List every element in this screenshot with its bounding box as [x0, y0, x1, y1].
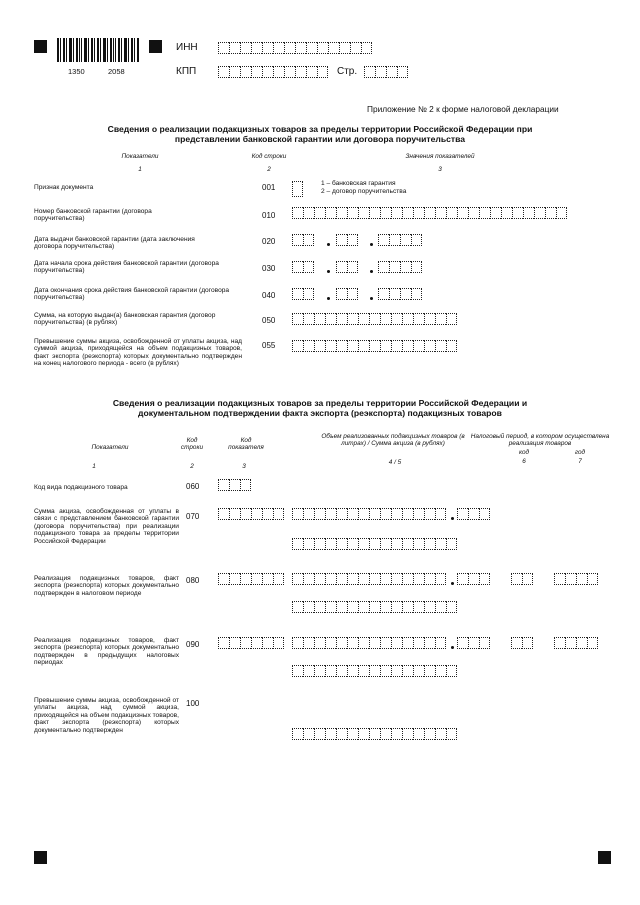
- row-080-period-year[interactable]: [554, 573, 598, 585]
- section1-title-line2: представлении банковской гарантии или договора поручительства: [174, 134, 466, 144]
- s1-header-code: Код строки: [251, 153, 287, 160]
- section1-title-line1: Сведения о реализации подакцизных товаров за пределы территории Российской Федерации при: [107, 124, 533, 134]
- row-030-code: 030: [262, 264, 276, 273]
- s2-index-7: 7: [578, 458, 582, 465]
- row-020-year[interactable]: [378, 234, 422, 246]
- row-070-label: Сумма акциза, освобожденная от уплаты в связи с представлением банковской гарантии (договора поручительства) при реализации подакцизного товара за пределы территории Российской Федерации: [34, 508, 179, 545]
- row-020-day[interactable]: [292, 234, 314, 246]
- s2-index-1: 1: [92, 463, 96, 470]
- row-020-code: 020: [262, 237, 276, 246]
- row-001-label: Признак документа: [34, 184, 94, 191]
- barcode-number-right: 2058: [108, 67, 125, 76]
- row-001-field[interactable]: [292, 181, 303, 197]
- row-020-label: Дата выдачи банковской гарантии (дата заключения договора поручительства): [34, 236, 195, 251]
- kpp-field[interactable]: [218, 66, 328, 78]
- row-090-decimal: [451, 646, 454, 649]
- corner-marker-top-left: [34, 40, 47, 53]
- row-030-month[interactable]: [336, 261, 358, 273]
- row-055-code: 055: [262, 341, 276, 350]
- row-040-sep1: [327, 297, 330, 300]
- row-080-code: 080: [186, 576, 200, 585]
- row-020-sep1: [327, 243, 330, 246]
- row-030-day[interactable]: [292, 261, 314, 273]
- row-080-volume-fraction[interactable]: [457, 573, 490, 585]
- section2-title-line2: документальном подтверждении факта экспорта (реэкспорта) подакцизных товаров: [138, 408, 502, 418]
- s2-header-period-code: код: [518, 449, 530, 456]
- row-080-label: Реализация подакцизных товаров, факт экспорта (реэкспорта) которых документально подтвержден в налоговом периоде: [34, 575, 179, 597]
- s1-index-3: 3: [438, 166, 442, 173]
- corner-marker-bottom-right: [598, 851, 611, 864]
- row-080-amount[interactable]: [292, 601, 457, 613]
- row-020-month[interactable]: [336, 234, 358, 246]
- row-030-year[interactable]: [378, 261, 422, 273]
- row-020-sep2: [370, 243, 373, 246]
- row-010-label: Номер банковской гарантии (договора поручительства): [34, 208, 152, 223]
- row-040-month[interactable]: [336, 288, 358, 300]
- s1-header-values: Значения показателей: [405, 153, 475, 160]
- row-001-option-1: 1 – банковская гарантия: [321, 180, 396, 187]
- row-070-volume[interactable]: [292, 508, 446, 520]
- s2-header-period: Налоговый период, в котором осуществлена реализация товаров: [470, 433, 610, 448]
- row-090-period-year[interactable]: [554, 637, 598, 649]
- s2-header-indicators: Показатели: [91, 444, 129, 451]
- row-080-indicator[interactable]: [218, 573, 284, 585]
- row-050-label: Сумма, на которую выдан(а) банковская гарантия (договор поручительства) (в рублях): [34, 312, 216, 327]
- row-060-field[interactable]: [218, 479, 251, 491]
- page-label: Стр.: [337, 66, 358, 77]
- s2-header-code-row: Код строки: [180, 437, 204, 452]
- row-010-code: 010: [262, 211, 276, 220]
- page-field[interactable]: [364, 66, 408, 78]
- s2-index-3: 3: [242, 463, 246, 470]
- row-040-sep2: [370, 297, 373, 300]
- corner-marker-bottom-left: [34, 851, 47, 864]
- row-090-amount[interactable]: [292, 665, 457, 677]
- barcode-number-left: 1350: [68, 67, 85, 76]
- row-090-volume-fraction[interactable]: [457, 637, 490, 649]
- row-090-code: 090: [186, 640, 200, 649]
- row-010-field[interactable]: [292, 207, 567, 219]
- corner-marker-top-right: [149, 40, 162, 53]
- row-050-field[interactable]: [292, 313, 457, 325]
- kpp-label: КПП: [176, 66, 197, 77]
- s2-index-2: 2: [190, 463, 194, 470]
- row-050-code: 050: [262, 316, 276, 325]
- s2-index-6: 6: [522, 458, 526, 465]
- row-070-decimal: [451, 517, 454, 520]
- s1-header-indicators: Показатели: [121, 153, 159, 160]
- row-090-label: Реализация подакцизных товаров, факт экспорта (реэкспорта) которых документально подтвержден в предыдущих налоговых периодах: [34, 637, 179, 667]
- inn-label: ИНН: [176, 42, 198, 53]
- section2-title-line1: Сведения о реализации подакцизных товаров за пределы территории Российской Федерации и: [112, 398, 528, 408]
- row-060-code: 060: [186, 482, 200, 491]
- row-090-volume[interactable]: [292, 637, 446, 649]
- row-070-indicator[interactable]: [218, 508, 284, 520]
- row-040-label: Дата окончания срока действия банковской гарантии (договора поручительства): [34, 287, 230, 302]
- s2-index-45: 4 / 5: [388, 459, 402, 466]
- row-080-decimal: [451, 582, 454, 585]
- row-090-period-code[interactable]: [511, 637, 533, 649]
- row-055-field[interactable]: [292, 340, 457, 352]
- row-100-amount[interactable]: [292, 728, 457, 740]
- row-080-volume[interactable]: [292, 573, 446, 585]
- inn-field[interactable]: [218, 42, 372, 54]
- row-001-code: 001: [262, 183, 276, 192]
- barcode: [57, 38, 141, 68]
- row-040-code: 040: [262, 291, 276, 300]
- s1-index-1: 1: [138, 166, 142, 173]
- row-040-day[interactable]: [292, 288, 314, 300]
- row-001-option-2: 2 – договор поручительства: [321, 188, 407, 195]
- row-030-label: Дата начала срока действия банковской гарантии (договора поручительства): [34, 260, 219, 275]
- row-030-sep1: [327, 270, 330, 273]
- appendix-caption: Приложение № 2 к форме налоговой декларации: [367, 104, 559, 114]
- row-080-period-code[interactable]: [511, 573, 533, 585]
- s2-header-period-year: год: [574, 449, 586, 456]
- row-100-code: 100: [186, 699, 200, 708]
- s1-index-2: 2: [267, 166, 271, 173]
- s2-header-code-indicator: Код показателя: [228, 437, 264, 452]
- row-060-label: Код вида подакцизного товара: [34, 484, 128, 491]
- s2-header-volume: Объем реализованных подакцизных товаров (в литрах) / Сумма акциза (в рублях): [321, 433, 465, 448]
- row-070-volume-fraction[interactable]: [457, 508, 490, 520]
- row-100-label: Превышение суммы акциза, освобожденной от уплаты акциза, над суммой акциза, приходящейся на объем подакцизных товаров, факт экспорта (реэкспорта) которых документально подтвержден: [34, 697, 179, 734]
- row-070-amount[interactable]: [292, 538, 457, 550]
- row-055-label: Превышение суммы акциза, освобожденной от уплаты акциза, над суммой акциза, приходящейся на объем подакцизных товаров, факт экспорта (реэкспорта) которых документально подтвержден на конец налогового периода - всего (в рублях): [34, 338, 242, 368]
- row-090-indicator[interactable]: [218, 637, 284, 649]
- row-070-code: 070: [186, 512, 200, 521]
- row-030-sep2: [370, 270, 373, 273]
- row-040-year[interactable]: [378, 288, 422, 300]
